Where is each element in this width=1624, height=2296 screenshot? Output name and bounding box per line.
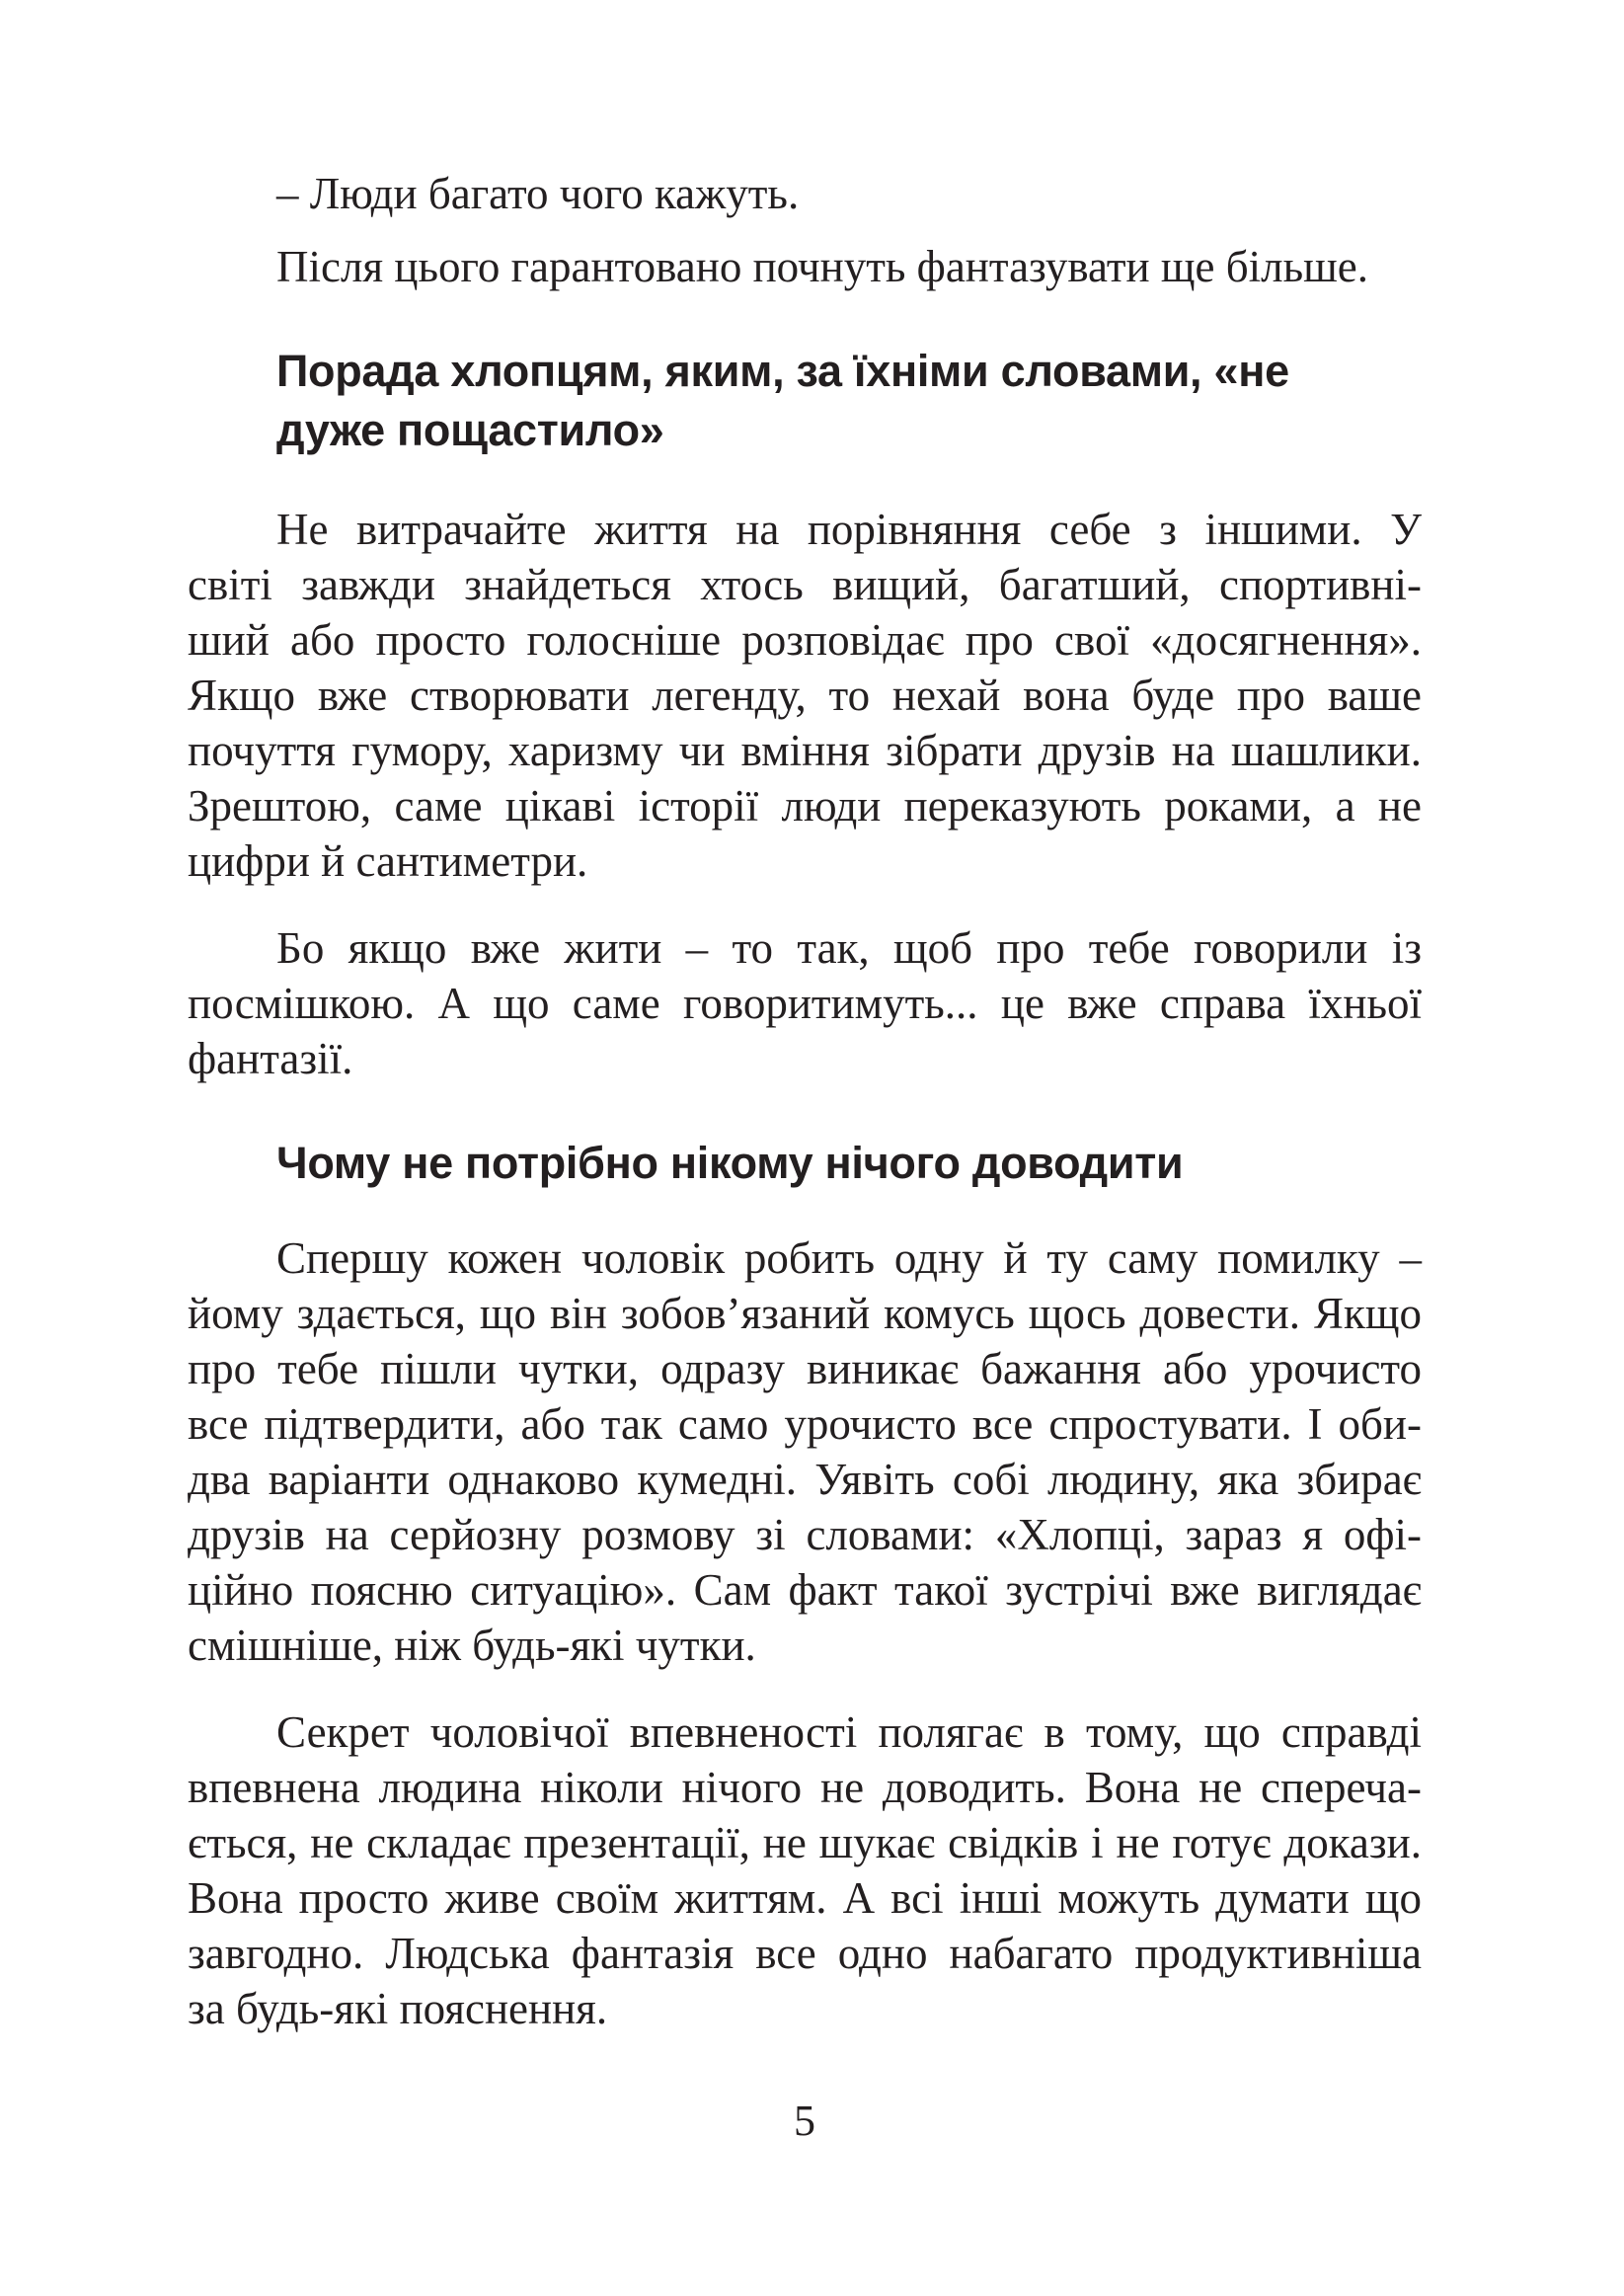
text-line: Спершу кожен чоловік робить одну й ту саму помилку – [276,1233,1422,1283]
text-line: смішніше, ніж будь-які чутки. [188,1621,756,1670]
text-line: Секрет чоловічої впевненості полягає в тому, що справді [276,1707,1422,1757]
text-line: Не витрачайте життя на порівняння себе з іншими. У [276,505,1422,554]
text-line: Якщо вже створювати легенду, то нехай вона буде про ваше [188,671,1422,720]
text-line: про тебе пішли чутки, одразу виникає бажання або урочисто [188,1344,1422,1393]
text-line: цифри й сантиметри. [188,836,588,886]
text-line: друзів на серйозну розмову зі словами: «Хлопці, зараз я офі- [188,1510,1422,1559]
text-line: йому здається, що він зобов’язаний комусь щось довести. Якщо [188,1289,1422,1338]
text-line: два варіанти однаково кумедні. Уявіть собі людину, яка збирає [188,1455,1422,1504]
text-line: Зрештою, саме цікаві історії люди переказують роками, а не [188,781,1422,831]
book-page [188,0,1422,2296]
text-line: ційно поясню ситуацію». Сам факт такої зустрічі вже виглядає [188,1565,1422,1615]
heading-line: Порада хлопцям, яким, за їхніми словами, «не [276,346,1289,396]
text-line: все підтвердити, або так само урочисто все спростувати. І оби- [188,1399,1422,1449]
dialogue-line: – Люди багато чого кажуть. [276,169,800,218]
text-line: посмішкою. А що саме говоритимуть... це вже справа їхньої [188,979,1422,1028]
text-line: за будь-які пояснення. [188,1984,608,2033]
text-line: ший або просто голосніше розповідає про свої «досягнення». [188,615,1422,665]
text-line: Бо якщо вже жити – то так, щоб про тебе говорили із [276,923,1422,973]
text-line: фантазії. [188,1034,353,1083]
text-line: світі завжди знайдеться хтось вищий, багатший, спортивні- [188,560,1422,609]
section-heading-advice [276,342,1422,460]
text-line: впевнена людина ніколи нічого не доводить. Вона не спереча- [188,1763,1422,1812]
text-line: ється, не складає презентації, не шукає свідків і не готує докази. [188,1818,1422,1867]
section-heading-no-proof: Чому не потрібно нікому нічого доводити [276,1138,1184,1188]
text-line: почуття гумору, харизму чи вміння зібрати друзів на шашлики. [188,726,1422,775]
opening-sentence: Після цього гарантовано почнуть фантазувати ще більше. [276,242,1368,291]
heading-line: дуже пощастило» [276,405,664,455]
text-line: Вона просто живе своїм життям. А всі інші можуть думати що [188,1873,1422,1923]
text-line: завгодно. Людська фантазія все одно набагато продуктивніша [188,1929,1422,1978]
page-number: 5 [794,2097,815,2145]
